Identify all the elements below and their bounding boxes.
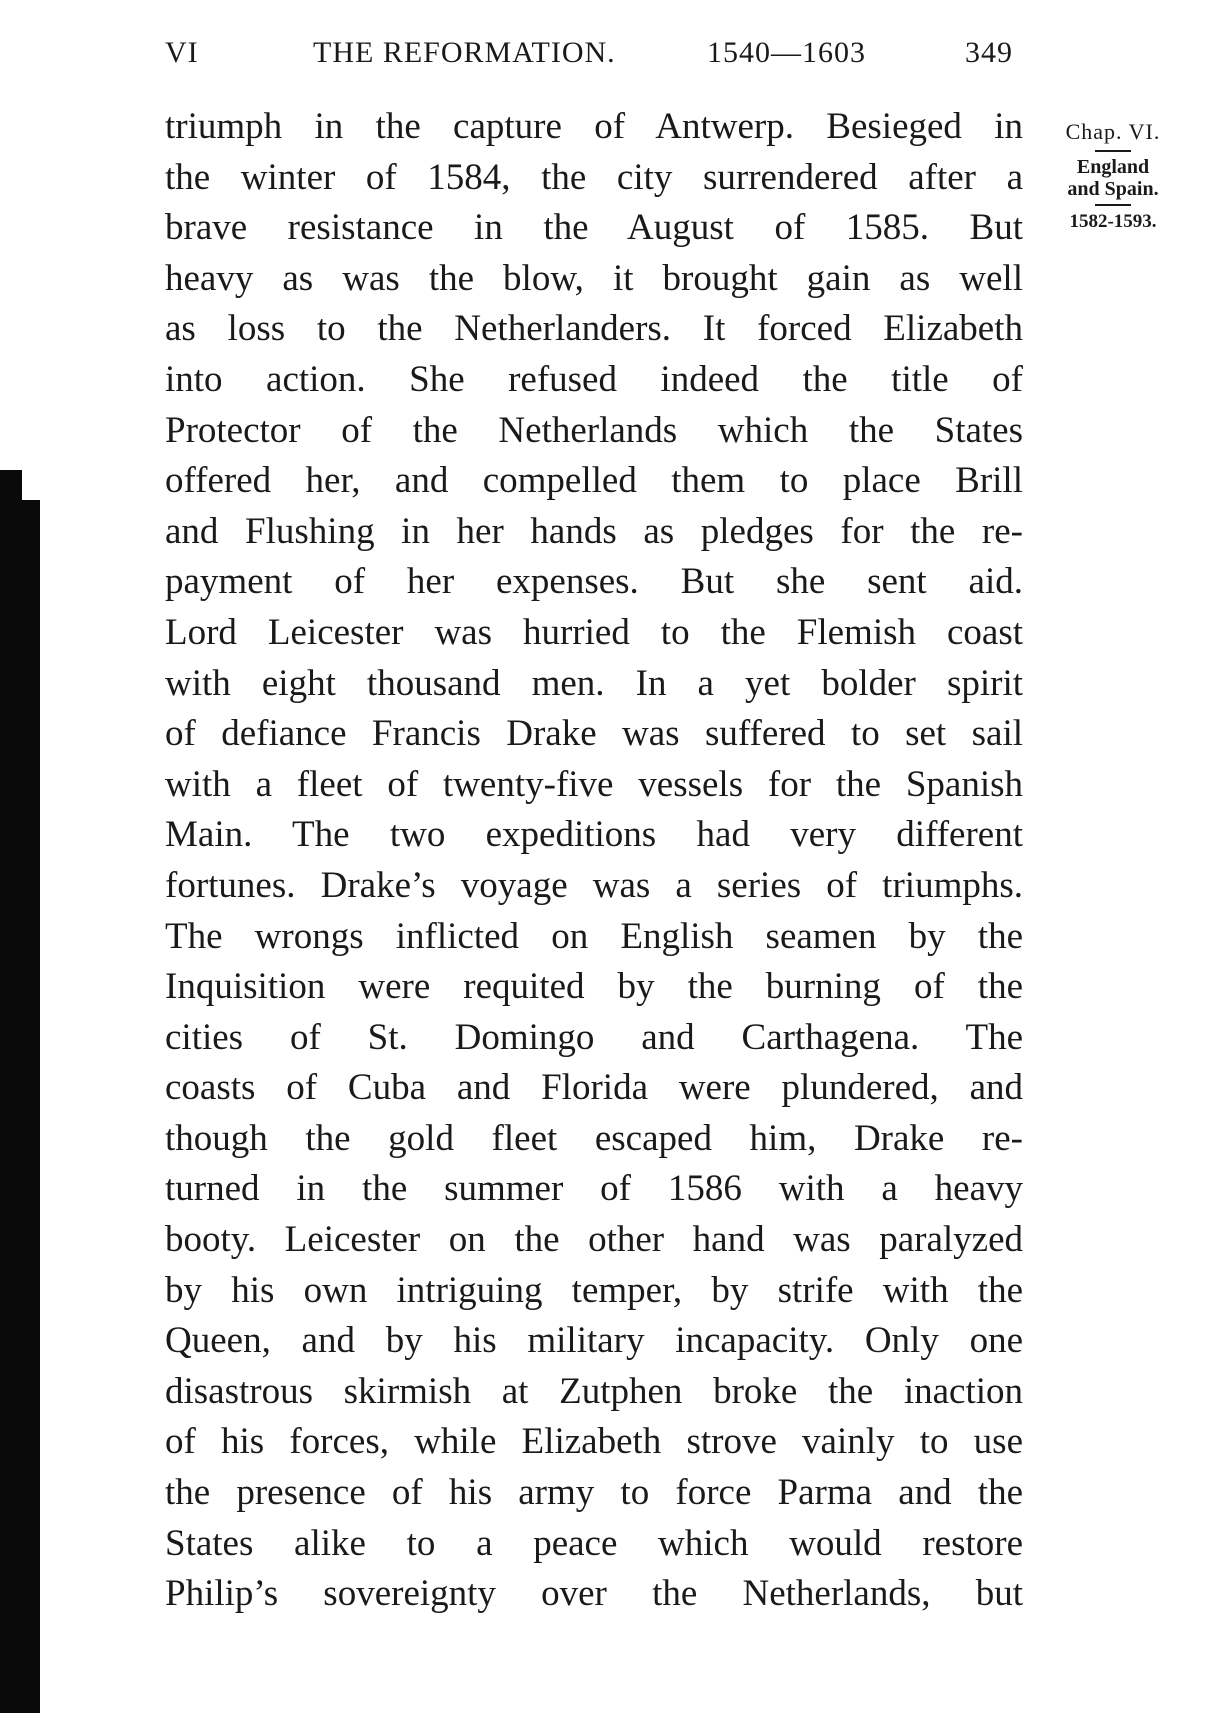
text-line: offered her, and compelled them to place Brill [165, 460, 1023, 502]
text-line: of defiance Francis Drake was suffered to set sail [165, 713, 1023, 755]
text-line: by his own intriguing temper, by strife with the [165, 1269, 1023, 1311]
text-line: the winter of 1584, the city surrendered after a [165, 156, 1023, 198]
running-head [165, 36, 1035, 76]
text-line: the presence of his army to force Parma and the [165, 1472, 1023, 1514]
text-line: States alike to a peace which would restore [165, 1522, 1023, 1564]
running-head-title: THE REFORMATION. [313, 36, 616, 69]
text-line: into action. She refused indeed the title of [165, 358, 1023, 400]
page-number: 349 [965, 36, 1013, 69]
text-line: Lord Leicester was hurried to the Flemish coast [165, 611, 1023, 653]
text-line: cities of St. Domingo and Carthagena. The [165, 1016, 1023, 1058]
text-line: with a fleet of twenty-five vessels for the Spanish [165, 763, 1023, 805]
sidenote-rule [1095, 204, 1131, 206]
text-line: of his forces, while Elizabeth strove vainly to use [165, 1421, 1023, 1463]
text-line: though the gold fleet escaped him, Drake re- [165, 1117, 1023, 1159]
sidenote-topic-line2: and Spain. [1067, 178, 1159, 200]
sidenote-rule [1095, 150, 1131, 152]
text-line: as loss to the Netherlanders. It forced Elizabeth [165, 308, 1023, 350]
text-line: Philip’s sovereignty over the Netherlands, but [165, 1573, 1023, 1615]
text-line: turned in the summer of 1586 with a heavy [165, 1168, 1023, 1210]
running-head-chapter: VI [165, 36, 199, 69]
sidenote-chapter: Chap. VI. [1065, 119, 1161, 144]
page-edge-shadow [0, 500, 40, 1713]
text-line: brave resistance in the August of 1585. But [165, 207, 1023, 249]
sidenote-years: 1582-1593. [1069, 211, 1157, 232]
text-line: payment of her expenses. But she sent aid. [165, 561, 1023, 603]
text-line: heavy as was the blow, it brought gain as well [165, 257, 1023, 299]
text-line: coasts of Cuba and Florida were plundered, and [165, 1067, 1023, 1109]
text-line: with eight thousand men. In a yet bolder spirit [165, 662, 1023, 704]
sidenote-topic-line1: England [1076, 156, 1150, 178]
text-line: Protector of the Netherlands which the States [165, 409, 1023, 451]
text-line: Main. The two expeditions had very different [165, 814, 1023, 856]
text-line: and Flushing in her hands as pledges for the re- [165, 510, 1023, 552]
margin-sidenote [1043, 118, 1183, 234]
text-line: triumph in the capture of Antwerp. Besieged in [165, 106, 1023, 147]
running-head-dates: 1540—1603 [707, 36, 866, 69]
text-line: booty. Leicester on the other hand was paralyzed [165, 1219, 1023, 1261]
text-line: Queen, and by his military incapacity. Only one [165, 1320, 1023, 1362]
text-line: The wrongs inflicted on English seamen by the [165, 915, 1023, 957]
body-text [165, 102, 1023, 1620]
text-line: disastrous skirmish at Zutphen broke the inaction [165, 1370, 1023, 1412]
text-line: Inquisition were requited by the burning of the [165, 966, 1023, 1008]
text-line: fortunes. Drake’s voyage was a series of triumphs. [165, 864, 1023, 906]
